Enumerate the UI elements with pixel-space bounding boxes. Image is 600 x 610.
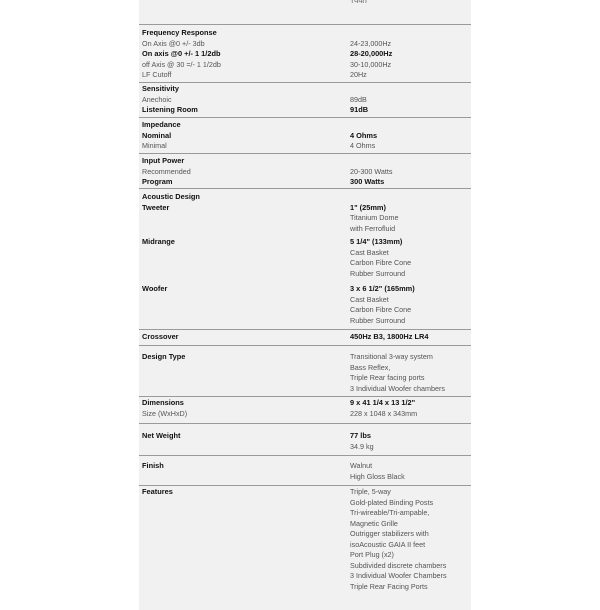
divider [139,82,471,83]
divider [139,455,471,456]
divider [139,188,471,189]
divider [139,329,471,330]
spec-sheet: Frequency Response On Axis @0 +/- 3db 24-23,000Hz On axis @0 +/- 1 1/2db 28-20,000Hz off Axis @ 30 =/- 1 1/2db 30-10,000Hz LF Cutoff 20Hz Sensitivity Anechoic 89dB Listening Room 91dB Impedance Nominal 4 Ohms Minimal 4 Ohms Input Power Recommended 20-300 Watts Program 300 Watts Acoustic Design Tweeter 1" (25mm) Titanium Dome with Ferrofluid Midrange 5 1/4" (133mm) Cast Basket Carbon Fibre Cone Rubber Surround Woofer 3 x 6 1/2" (165mm) Cast Basket Carbon Fibre Cone Rubber Surround Crossover 450Hz B3, 1800Hz LR4 Design Type Transitional 3-way system Bass Reflex, Triple Rear facing ports 3 Individual Woofer chambers Dimensions 9 x 41 1/4 x 13 1/2" Size (WxHxD) 228 x 1048 x 343mm Net Weight 77 lbs 34.9 kg Finish Walnut High Gloss Black Features Triple, 5-way Gold-plated Binding Posts Tri-wireable/Tri-ampable, Magnetic Grille Outrigger stabilizers with isoAcoustic GAIA II feet Port Plug (x2) Subdivided discrete chambers 3 Individual Woofer Chambers Triple Rear Facing Ports [139,0,471,610]
divider [139,396,471,397]
divider [139,423,471,424]
divider [139,153,471,154]
divider [139,345,471,346]
cut-off-value [350,0,367,3]
divider [139,485,471,486]
divider [139,24,471,25]
divider [139,117,471,118]
